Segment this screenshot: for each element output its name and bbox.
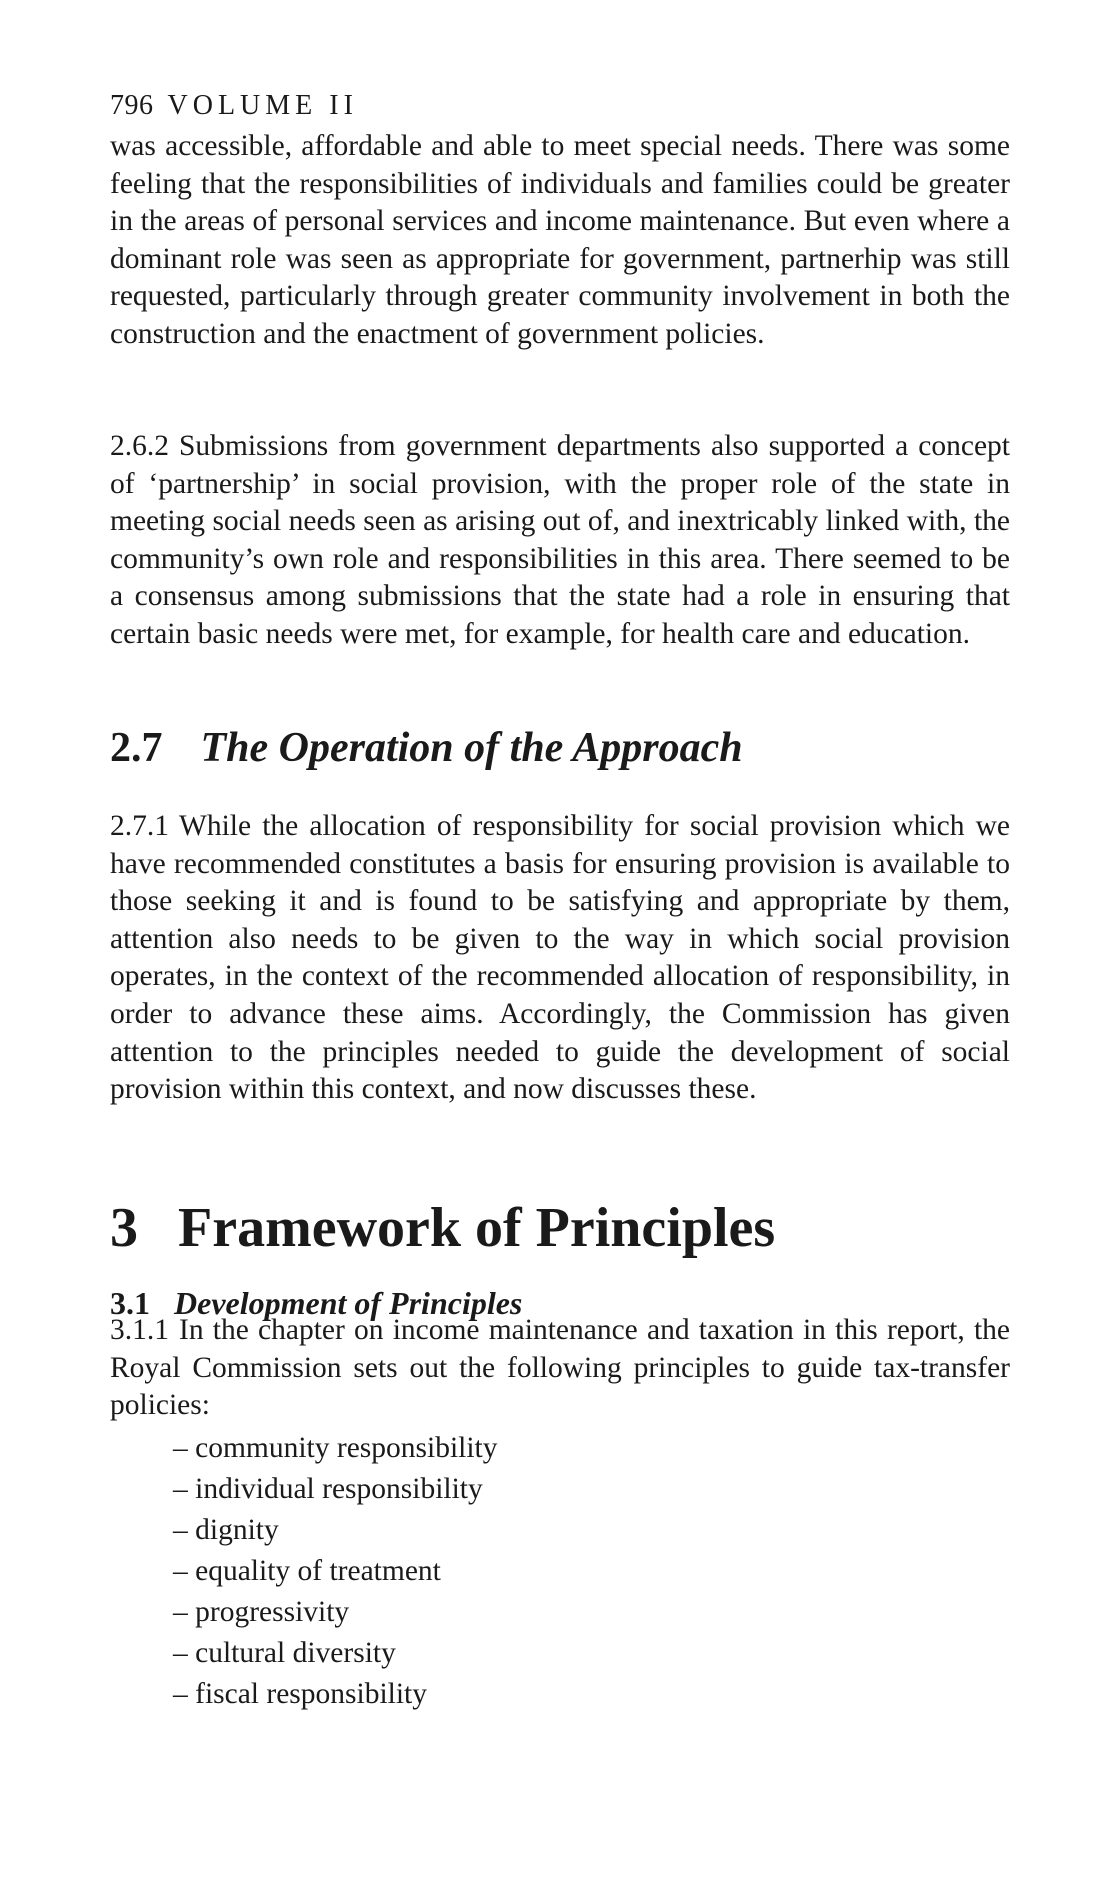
paragraph-number: 2.7.1 — [110, 810, 169, 842]
section-title: The Operation of the Approach — [200, 725, 743, 771]
list-item: – dignity — [173, 1510, 498, 1551]
paragraph-text: In the chapter on income maintenance and taxation in this report, the Royal Commission sets out the following principles to guide tax-transfer policies: — [110, 1314, 1010, 1422]
principles-list — [173, 1428, 498, 1715]
list-item: – progressivity — [173, 1592, 498, 1633]
list-item: – community responsibility — [173, 1428, 498, 1469]
chapter-number: 3 — [110, 1197, 138, 1259]
paragraph-number: 3.1.1 — [110, 1314, 169, 1346]
chapter-heading-3 — [110, 1196, 775, 1260]
paragraph-number: 2.6.2 — [110, 430, 169, 462]
section-number: 2.7 — [110, 725, 163, 771]
section-heading-2-7 — [110, 724, 743, 772]
running-head — [110, 90, 358, 122]
list-item: – cultural diversity — [173, 1633, 498, 1674]
paragraph-2-7-1 — [110, 808, 1010, 1109]
list-item: – equality of treatment — [173, 1551, 498, 1592]
paragraph-2-6-2 — [110, 428, 1010, 654]
section-number: 3.1 — [110, 1285, 150, 1321]
volume-label: VOLUME II — [167, 90, 358, 121]
chapter-title: Framework of Principles — [178, 1197, 776, 1259]
paragraph-text: While the allocation of responsibility for social provision which we have recommended constitutes a basis for ensuring provision is available to those seeking it and is found to be satisfying and appropriate by them, attention also needs to be given to the way in which social provision operates, in the context of the recommended allocation of responsibility, in order to advance these aims. Accordingly, the Commission has given attention to the principles needed to guide the development of social provision within this context, and now discusses these. — [110, 810, 1010, 1106]
section-title: Development of Principles — [174, 1285, 523, 1321]
paragraph-text: was accessible, affordable and able to meet special needs. There was some feeling that the responsibilities of individuals and families could be greater in the areas of personal services and income maintenance. But even where a dominant role was seen as appropriate for government, partnerhip was still requested, particularly through greater community involvement in both the construction and the enactment of government policies. — [110, 130, 1010, 350]
paragraph-3-1-1 — [110, 1312, 1010, 1425]
page-number: 796 — [110, 90, 154, 121]
list-item: – individual responsibility — [173, 1469, 498, 1510]
paragraph-text: Submissions from government departments also supported a concept of ‘partnership’ in social provision, with the proper role of the state in meeting social needs seen as arising out of, and inextricably linked with, the community’s own role and responsibilities in this area. There seemed to be a consensus among submissions that the state had a role in ensuring that certain basic needs were met, for example, for health care and education. — [110, 430, 1010, 650]
list-item: – fiscal responsibility — [173, 1674, 498, 1715]
continued-paragraph — [110, 128, 1010, 354]
